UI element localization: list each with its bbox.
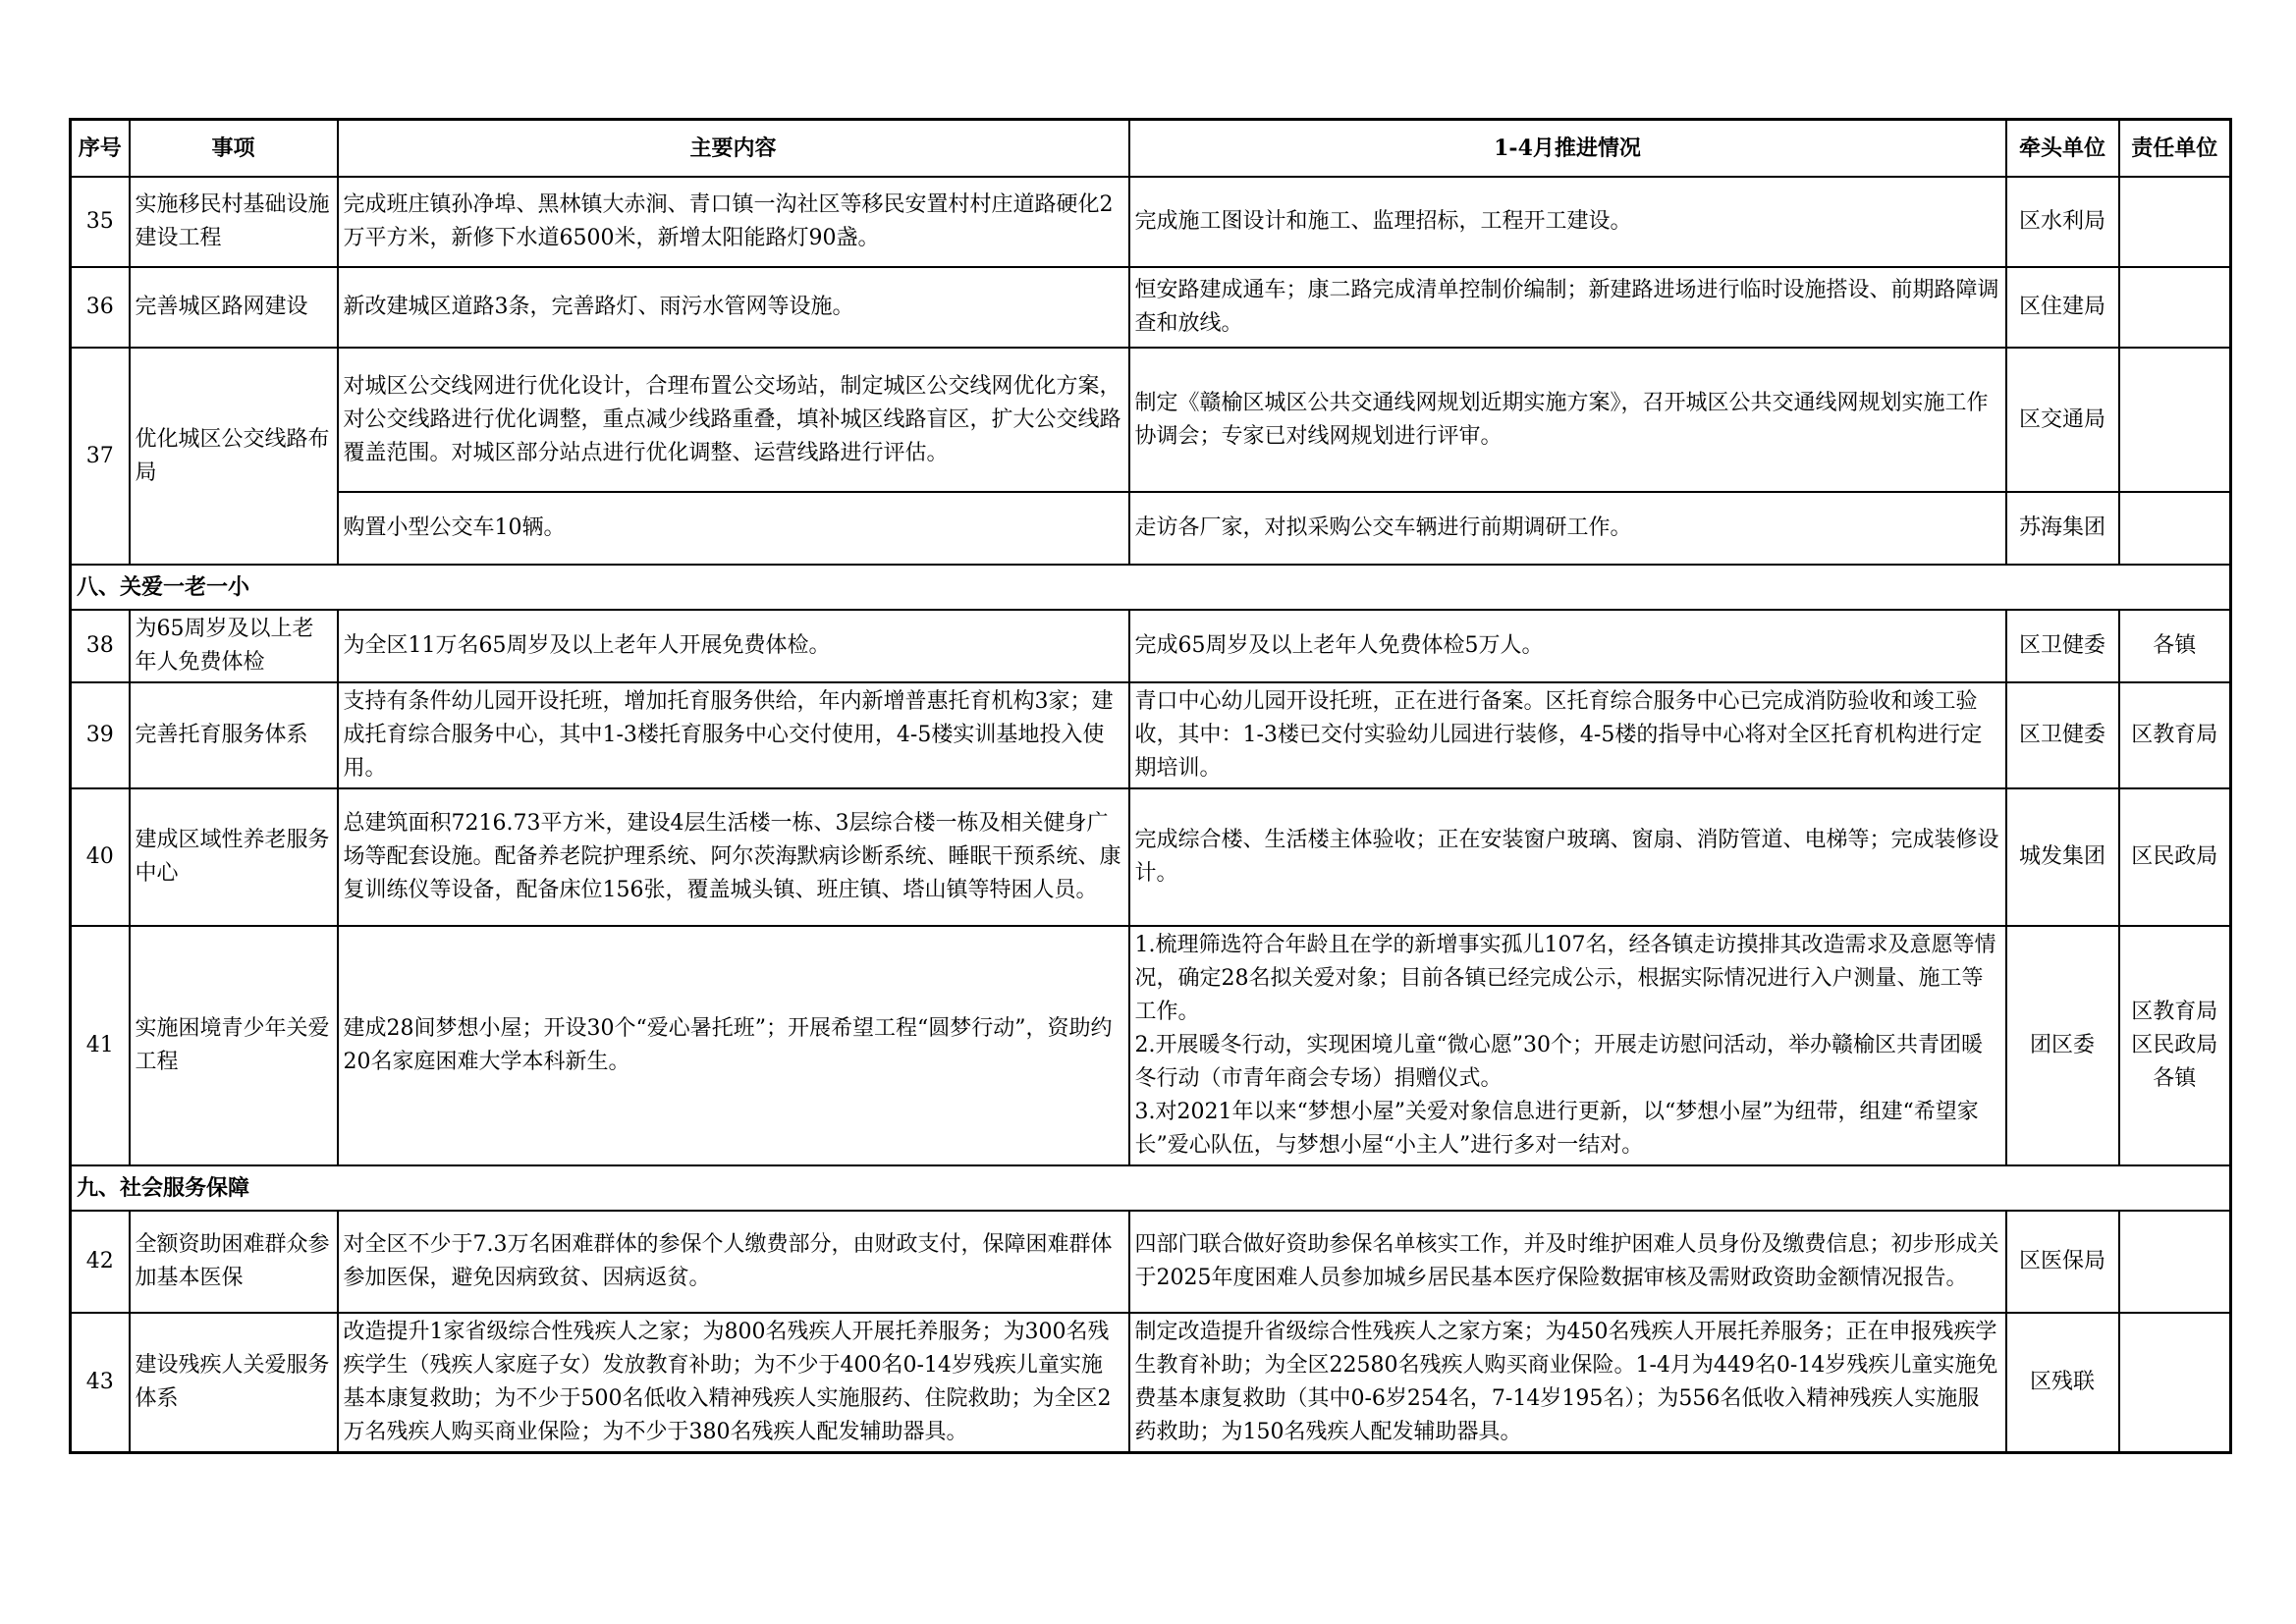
progress-paragraph: 制定《赣榆区城区公共交通线网规划近期实施方案》，召开城区公共交通线网规划实施工作协调会；专家已对线网规划进行评审。 [1134, 390, 1989, 449]
row-progress [1129, 348, 2006, 492]
section-row [71, 1165, 2231, 1211]
row-number: 40 [71, 788, 130, 926]
table-row [71, 1313, 2231, 1453]
table-row [71, 267, 2231, 348]
row-lead-unit: 苏海集团 [2006, 492, 2119, 565]
row-progress [1129, 492, 2006, 565]
content-paragraph: 新改建城区道路3条，完善路灯、雨污水管网等设施。 [343, 295, 854, 319]
row-main-content [338, 1313, 1129, 1453]
row-lead-unit: 区残联 [2006, 1313, 2119, 1453]
row-main-content [338, 492, 1129, 565]
row-lead-unit: 区交通局 [2006, 348, 2119, 492]
responsible-unit-line: 各镇 [2153, 633, 2197, 658]
row-progress [1129, 926, 2006, 1165]
table-row [71, 788, 2231, 926]
responsible-unit-line: 区教育局 [2131, 1000, 2218, 1024]
header-no: 序号 [71, 120, 130, 178]
row-main-content [338, 610, 1129, 682]
row-responsible-unit [2119, 267, 2231, 348]
project-progress-table [69, 118, 2232, 1454]
row-number: 37 [71, 348, 130, 565]
row-number: 38 [71, 610, 130, 682]
table-header-row [71, 120, 2231, 178]
table-row [71, 682, 2231, 788]
row-lead-unit: 区卫健委 [2006, 610, 2119, 682]
content-paragraph: 改造提升1家省级综合性残疾人之家；为800名残疾人开展托养服务；为300名残疾学生（残疾人家庭子女）发放教育补助；为不少于400名0-14岁残疾儿童实施基本康复救助；为不少于500名低收入精神残疾人实施服药、住院救助；为全区2万名残疾人购买商业保险；为不少于380名残疾人配发辅助器具。 [343, 1320, 1112, 1444]
table-row [71, 610, 2231, 682]
responsible-unit-line: 区民政局 [2131, 1033, 2218, 1057]
progress-paragraph: 四部门联合做好资助参保名单核实工作，并及时维护困难人员身份及缴费信息；初步形成关于2025年度困难人员参加城乡居民基本医疗保险数据审核及需财政资助金额情况报告。 [1134, 1232, 1999, 1290]
row-responsible-unit [2119, 682, 2231, 788]
row-responsible-unit [2119, 348, 2231, 492]
row-responsible-unit [2119, 492, 2231, 565]
row-item-title: 实施移民村基础设施建设工程 [130, 177, 338, 267]
row-item-title: 全额资助困难群众参加基本医保 [130, 1211, 338, 1313]
row-progress [1129, 610, 2006, 682]
row-lead-unit: 区住建局 [2006, 267, 2119, 348]
content-paragraph: 建成28间梦想小屋；开设30个“爱心暑托班”；开展希望工程“圆梦行动”，资助约20名家庭困难大学本科新生。 [343, 1016, 1113, 1074]
row-progress [1129, 682, 2006, 788]
section-row [71, 565, 2231, 610]
row-main-content [338, 267, 1129, 348]
content-paragraph: 购置小型公交车10辆。 [343, 515, 566, 540]
content-paragraph: 总建筑面积7216.73平方米，建设4层生活楼一栋、3层综合楼一栋及相关健身广场等配套设施。配备养老院护理系统、阿尔茨海默病诊断系统、睡眠干预系统、康复训练仪等设备，配备床位156张，覆盖城头镇、班庄镇、塔山镇等特困人员。 [343, 811, 1121, 902]
progress-paragraph: 完成65周岁及以上老年人免费体检5万人。 [1134, 633, 1544, 658]
row-main-content [338, 682, 1129, 788]
progress-paragraph: 青口中心幼儿园开设托班，正在进行备案。区托育综合服务中心已完成消防验收和竣工验收，其中：1-3楼已交付实验幼儿园进行装修，4-5楼的指导中心将对全区托育机构进行定期培训。 [1134, 689, 1983, 781]
section-title: 八、关爱一老一小 [71, 565, 2231, 610]
table-row [71, 177, 2231, 267]
row-item-title: 优化城区公交线路布局 [130, 348, 338, 565]
row-item-title: 建设残疾人关爱服务体系 [130, 1313, 338, 1453]
row-responsible-unit [2119, 610, 2231, 682]
content-paragraph: 对城区公交线网进行优化设计，合理布置公交场站，制定城区公交线网优化方案，对公交线路进行优化调整，重点减少线路重叠，填补城区线路盲区，扩大公交线路覆盖范围。对城区部分站点进行优化调整、运营线路进行评估。 [343, 373, 1121, 465]
header-responsible-unit: 责任单位 [2119, 120, 2231, 178]
row-item-title: 建成区域性养老服务中心 [130, 788, 338, 926]
progress-paragraph: 1.梳理筛选符合年龄且在学的新增事实孤儿107名，经各镇走访摸排其改造需求及意愿等情况，确定28名拟关爱对象；目前各镇已经完成公示，根据实际情况进行入户测量、施工等工作。 [1134, 933, 1996, 1024]
row-number: 42 [71, 1211, 130, 1313]
table-row [71, 1211, 2231, 1313]
row-progress [1129, 267, 2006, 348]
row-number: 41 [71, 926, 130, 1165]
row-number: 43 [71, 1313, 130, 1453]
row-main-content [338, 788, 1129, 926]
table-row [71, 492, 2231, 565]
content-paragraph: 完成班庄镇孙净埠、黑林镇大赤涧、青口镇一沟社区等移民安置村村庄道路硬化2万平方米，新修下水道6500米，新增太阳能路灯90盏。 [343, 192, 1114, 250]
table-body [71, 177, 2231, 1453]
header-lead-unit: 牵头单位 [2006, 120, 2119, 178]
table-row [71, 348, 2231, 492]
progress-paragraph: 3.对2021年以来“梦想小屋”关爱对象信息进行更新，以“梦想小屋”为纽带，组建“希望家长”爱心队伍，与梦想小屋“小主人”进行多对一结对。 [1134, 1100, 1979, 1158]
row-main-content [338, 1211, 1129, 1313]
row-lead-unit: 区卫健委 [2006, 682, 2119, 788]
row-item-title: 完善城区路网建设 [130, 267, 338, 348]
progress-paragraph: 2.开展暖冬行动，实现困境儿童“微心愿”30个；开展走访慰问活动，举办赣榆区共青团暖冬行动（市青年商会专场）捐赠仪式。 [1134, 1033, 1983, 1091]
table-row [71, 926, 2231, 1165]
row-progress [1129, 1211, 2006, 1313]
row-lead-unit: 区水利局 [2006, 177, 2119, 267]
row-lead-unit: 城发集团 [2006, 788, 2119, 926]
responsible-unit-line: 各镇 [2153, 1066, 2197, 1091]
row-progress [1129, 177, 2006, 267]
row-main-content [338, 926, 1129, 1165]
header-progress: 1-4月推进情况 [1129, 120, 2006, 178]
row-lead-unit: 区医保局 [2006, 1211, 2119, 1313]
row-item-title: 完善托育服务体系 [130, 682, 338, 788]
row-number: 39 [71, 682, 130, 788]
responsible-unit-line: 区民政局 [2131, 844, 2218, 869]
row-progress [1129, 788, 2006, 926]
row-responsible-unit [2119, 926, 2231, 1165]
section-title: 九、社会服务保障 [71, 1165, 2231, 1211]
header-item: 事项 [130, 120, 338, 178]
row-main-content [338, 348, 1129, 492]
progress-paragraph: 走访各厂家，对拟采购公交车辆进行前期调研工作。 [1134, 515, 1632, 540]
row-progress [1129, 1313, 2006, 1453]
row-item-title: 实施困境青少年关爱工程 [130, 926, 338, 1165]
progress-paragraph: 恒安路建成通车；康二路完成清单控制价编制；新建路进场进行临时设施搭设、前期路障调查和放线。 [1134, 278, 1999, 336]
progress-paragraph: 完成施工图设计和施工、监理招标，工程开工建设。 [1134, 209, 1632, 234]
progress-paragraph: 制定改造提升省级综合性残疾人之家方案；为450名残疾人开展托养服务；正在申报残疾学生教育补助；为全区22580名残疾人购买商业保险。1-4月为449名0-14岁残疾儿童实施免费基本康复救助（其中0-6岁254名，7-14岁195名）；为556名低收入精神残疾人实施服药救助；为150名残疾人配发辅助器具。 [1134, 1320, 1998, 1444]
responsible-unit-line: 区教育局 [2131, 723, 2218, 747]
row-responsible-unit [2119, 1211, 2231, 1313]
progress-paragraph: 完成综合楼、生活楼主体验收；正在安装窗户玻璃、窗扇、消防管道、电梯等；完成装修设计。 [1134, 828, 1999, 886]
content-paragraph: 支持有条件幼儿园开设托班，增加托育服务供给，年内新增普惠托育机构3家；建成托育综合服务中心，其中1-3楼托育服务中心交付使用，4-5楼实训基地投入使用。 [343, 689, 1114, 781]
row-lead-unit: 团区委 [2006, 926, 2119, 1165]
row-number: 36 [71, 267, 130, 348]
row-responsible-unit [2119, 788, 2231, 926]
row-main-content [338, 177, 1129, 267]
row-item-title: 为65周岁及以上老年人免费体检 [130, 610, 338, 682]
row-number: 35 [71, 177, 130, 267]
header-content: 主要内容 [338, 120, 1129, 178]
content-paragraph: 为全区11万名65周岁及以上老年人开展免费体检。 [343, 633, 831, 658]
row-responsible-unit [2119, 1313, 2231, 1453]
row-responsible-unit [2119, 177, 2231, 267]
content-paragraph: 对全区不少于7.3万名困难群体的参保个人缴费部分，由财政支付，保障困难群体参加医保，避免因病致贫、因病返贫。 [343, 1232, 1113, 1290]
